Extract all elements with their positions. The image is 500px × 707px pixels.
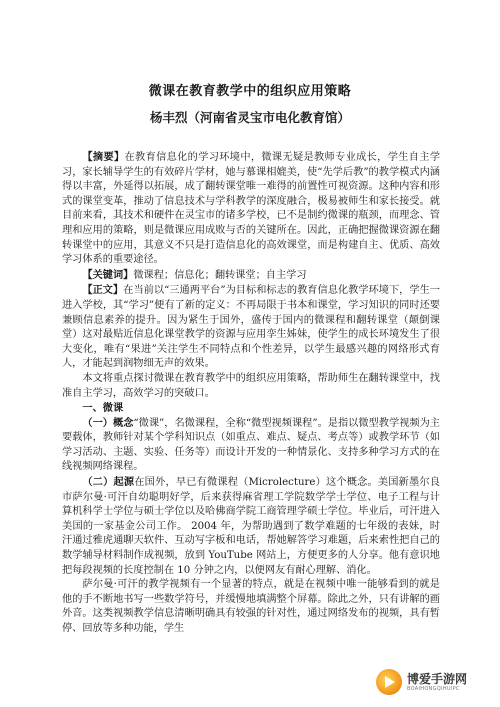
body-label: 【正文】 <box>82 284 124 297</box>
subsection-2-text: 在国外，早已有微课程（Microlecture）这个概念。美国新墨尔良市萨尔曼·可汗自幼聪明好学，后来获得麻省理工学院数学学士学位、电子工程与计算机科学士学位与硕士学位以及哈佛商学院工商管理学硕士学位。毕业后，可汗进入美国的一家基金公司工作。 2004 年，为帮助遇到了数学难题的七年级的表妹，时汗通过雅虎通聊天软件、互动写字板和电话，帮她解答学习难题，后来索性把自己的数学辅导材料制作成视频，放到 YouTube 网站上，方便更多的人分享。他有意识地把每段视频的长度控制在 10 分钟之内，以便网友有耐心理解、消化。 <box>62 477 440 576</box>
subsection-2-paragraph <box>62 475 440 578</box>
document-author: 杨丰烈（河南省灵宝市电化教育馆） <box>149 110 350 125</box>
abstract-text: 在教育信息化的学习环境中，微课无疑是教师专业成长，学生自主学习，家长辅导学生的有效碎片学材，她与慕课相媲美，使“先学后教”的教学模式内涵得以丰富，外延得以拓展，成了翻转课堂唯一难得的前置性可视资源。这种内容和形式的课堂变革，推动了信息技术与学科教学的深度融合，极易被师生和家长接受。就目前来看，其技术和硬件在灵宝市的诸多学校，已不是制约微课的瓶颈，而理念、管理和应用的策略，则是微课应用成败与否的关键所在。因此，正确把握微课资源在翻转课堂中的应用，其意义不只是打造信息化的高效课堂，而是构建自主、优质、高效学习体系的重要途径。 <box>62 152 441 266</box>
watermark-text <box>407 673 467 692</box>
site-watermark <box>376 667 486 697</box>
section-1-heading: 一、微课 <box>82 402 124 415</box>
body-intro-paragraph <box>62 283 440 372</box>
body-intro-text: 在当前以“三通两平台”为目标和标志的教育信息化教学环境下，学生一进入学校，其“学习”便有了新的定义：不再局限于书本和课堂，学习知识的同时还要兼顾信息素养的提升。因为紧生于国外，盛传于国内的微课程和翻转课堂（颠倒课堂）这对最贴近信息化课堂教学的资源与应用孪生姊妹，使学生的成长环境发生了很大变化，唯有“果进”关注学生不同特点和个性差异，以学生最感兴趣的网络形式育人，才能起到润物细无声的效果。 <box>62 285 440 370</box>
keywords-paragraph <box>62 268 440 284</box>
keywords-label: 【关键词】 <box>82 268 134 281</box>
keywords-text: 微课程；信息化；翻转课堂；自主学习 <box>133 269 307 281</box>
subsection-1-text: “微课”，名微课程，全称“微型视频课程”。是指以微型教学视频为主要载体，教师针对某个学科知识点（如重点、难点、疑点、考点等）或教学环节（如学习活动、主题、实验、任务等）而设计开发的一种情景化、支持多种学习方式的在线视频网络课程。 <box>62 417 440 473</box>
abstract-paragraph <box>62 150 440 268</box>
subsection-1-label: （一）概念 <box>82 416 134 429</box>
watermark-name: 博爱手游网 <box>407 671 468 686</box>
document-title: 微课在教育教学中的组织应用策略 <box>148 84 352 99</box>
watermark-sub: BOAIHONGQIHUIPC <box>407 685 460 692</box>
paragraph-2: 本文将重点探讨微课在教育教学中的组织应用策略，帮助师生在翻转课堂中，找准自主学习，高效学习的突破口。 <box>62 372 440 399</box>
last-paragraph: 萨尔曼·可汗的教学视频有一个显著的特点，就是在视频中唯一能够看到的就是他的手不断地书写一些数学符号，并缓慢地填满整个屏幕。除此之外，只有讲解的画外音。这类视频教学信息清晰明确具有较强的针对性，通过网络发布的视频，具有暂停、回放等多种功能，学生 <box>62 579 440 634</box>
document-body <box>62 150 440 637</box>
subsection-1-paragraph <box>62 416 440 475</box>
subsection-2-label: （二）起源 <box>82 476 135 489</box>
play-logo-icon <box>376 669 402 695</box>
abstract-label: 【摘要】 <box>82 151 125 163</box>
